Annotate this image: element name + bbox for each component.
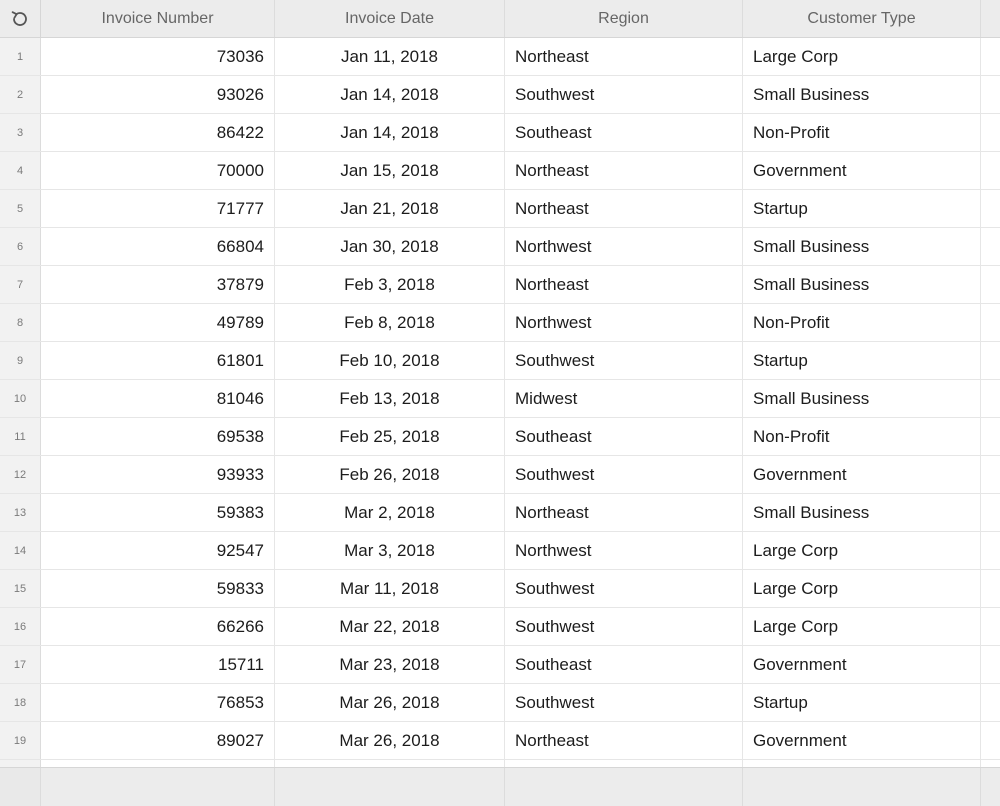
customer-type-cell[interactable]: Government [743, 456, 981, 493]
row-number-cell: 2 [0, 76, 41, 113]
row-number-cell: 6 [0, 228, 41, 265]
row-number-cell: 14 [0, 532, 41, 569]
region-cell[interactable]: Northeast [505, 722, 743, 759]
empty-cell[interactable] [743, 760, 981, 767]
empty-cell [981, 342, 1000, 379]
empty-cell [981, 152, 1000, 189]
invoice-date-cell[interactable]: Feb 3, 2018 [275, 266, 505, 303]
invoice-date-cell[interactable]: Feb 13, 2018 [275, 380, 505, 417]
column-header-row [0, 0, 1000, 38]
customer-type-cell[interactable]: Large Corp [743, 532, 981, 569]
row-number-cell: 7 [0, 266, 41, 303]
footer-bar [0, 767, 1000, 806]
column-header-invoice-number[interactable]: Invoice Number [41, 0, 275, 37]
empty-row-partial [0, 760, 1000, 767]
region-cell[interactable]: Southeast [505, 646, 743, 683]
region-cell[interactable]: Northwest [505, 304, 743, 341]
column-header-extra [981, 0, 1000, 37]
empty-cell [981, 76, 1000, 113]
footer-cell [41, 768, 275, 806]
row-number-cell: 5 [0, 190, 41, 227]
invoice-date-cell[interactable]: Mar 26, 2018 [275, 722, 505, 759]
invoice-date-cell[interactable]: Jan 14, 2018 [275, 76, 505, 113]
row-number-cell: 16 [0, 608, 41, 645]
region-cell[interactable]: Northeast [505, 38, 743, 75]
invoice-number-cell[interactable]: 81046 [41, 380, 275, 417]
invoice-date-cell[interactable]: Jan 21, 2018 [275, 190, 505, 227]
row-number-cell: 11 [0, 418, 41, 455]
row-number-cell: 4 [0, 152, 41, 189]
table-row[interactable] [0, 456, 1000, 494]
empty-cell [981, 304, 1000, 341]
empty-cell [981, 380, 1000, 417]
row-number-cell: 17 [0, 646, 41, 683]
empty-cell [981, 760, 1000, 767]
table-row[interactable] [0, 114, 1000, 152]
invoice-number-cell[interactable]: 93933 [41, 456, 275, 493]
table-row[interactable] [0, 342, 1000, 380]
table-row[interactable] [0, 532, 1000, 570]
invoice-number-cell[interactable]: 93026 [41, 76, 275, 113]
empty-cell [981, 114, 1000, 151]
customer-type-cell[interactable]: Non-Profit [743, 114, 981, 151]
footer-cell [743, 768, 981, 806]
customer-type-cell[interactable]: Small Business [743, 494, 981, 531]
invoice-number-cell[interactable]: 70000 [41, 152, 275, 189]
invoice-date-cell[interactable]: Feb 8, 2018 [275, 304, 505, 341]
footer-cell [275, 768, 505, 806]
empty-cell [981, 722, 1000, 759]
empty-cell[interactable] [41, 760, 275, 767]
table-row[interactable] [0, 228, 1000, 266]
invoice-number-cell[interactable]: 71777 [41, 190, 275, 227]
customer-type-cell[interactable]: Large Corp [743, 570, 981, 607]
row-number-cell: 9 [0, 342, 41, 379]
region-cell[interactable]: Southeast [505, 114, 743, 151]
region-cell[interactable]: Southeast [505, 418, 743, 455]
empty-cell [981, 646, 1000, 683]
region-cell[interactable]: Northeast [505, 152, 743, 189]
empty-cell [981, 266, 1000, 303]
region-cell[interactable]: Northeast [505, 190, 743, 227]
empty-cell [981, 532, 1000, 569]
invoice-number-cell[interactable]: 66804 [41, 228, 275, 265]
customer-type-cell[interactable]: Non-Profit [743, 304, 981, 341]
empty-cell [981, 570, 1000, 607]
customer-type-cell[interactable]: Small Business [743, 76, 981, 113]
customer-type-cell[interactable]: Government [743, 722, 981, 759]
footer-cell [505, 768, 743, 806]
table-row[interactable] [0, 646, 1000, 684]
row-number-cell: 12 [0, 456, 41, 493]
region-cell[interactable]: Southwest [505, 608, 743, 645]
region-cell[interactable]: Northeast [505, 266, 743, 303]
invoice-number-cell[interactable]: 73036 [41, 38, 275, 75]
empty-cell [981, 418, 1000, 455]
region-cell[interactable]: Southwest [505, 76, 743, 113]
customer-type-cell[interactable]: Startup [743, 684, 981, 721]
table-row[interactable] [0, 76, 1000, 114]
invoice-date-cell[interactable]: Mar 3, 2018 [275, 532, 505, 569]
refresh-icon[interactable] [9, 8, 31, 30]
table-row[interactable] [0, 494, 1000, 532]
empty-cell [981, 190, 1000, 227]
table-row[interactable] [0, 570, 1000, 608]
customer-type-cell[interactable]: Small Business [743, 380, 981, 417]
invoice-number-cell[interactable]: 92547 [41, 532, 275, 569]
region-cell[interactable]: Northwest [505, 228, 743, 265]
invoice-number-cell[interactable]: 59833 [41, 570, 275, 607]
invoice-date-cell[interactable]: Jan 15, 2018 [275, 152, 505, 189]
invoice-date-cell[interactable]: Mar 22, 2018 [275, 608, 505, 645]
region-cell[interactable]: Midwest [505, 380, 743, 417]
customer-type-cell[interactable]: Startup [743, 190, 981, 227]
invoice-number-cell[interactable]: 66266 [41, 608, 275, 645]
row-number-cell: 3 [0, 114, 41, 151]
row-number-cell: 1 [0, 38, 41, 75]
table-row[interactable] [0, 38, 1000, 76]
invoice-date-cell[interactable]: Feb 26, 2018 [275, 456, 505, 493]
table-row[interactable] [0, 190, 1000, 228]
footer-cell [981, 768, 1000, 806]
invoice-date-cell[interactable]: Feb 25, 2018 [275, 418, 505, 455]
invoice-number-cell[interactable]: 15711 [41, 646, 275, 683]
customer-type-cell[interactable]: Small Business [743, 228, 981, 265]
customer-type-cell[interactable]: Small Business [743, 266, 981, 303]
column-header-region[interactable]: Region [505, 0, 743, 37]
table-row[interactable] [0, 266, 1000, 304]
invoice-number-cell[interactable]: 76853 [41, 684, 275, 721]
invoice-date-cell[interactable]: Mar 23, 2018 [275, 646, 505, 683]
table-row[interactable] [0, 608, 1000, 646]
invoice-number-cell[interactable]: 89027 [41, 722, 275, 759]
region-cell[interactable]: Southwest [505, 456, 743, 493]
empty-cell[interactable] [275, 760, 505, 767]
invoice-date-cell[interactable]: Feb 10, 2018 [275, 342, 505, 379]
region-cell[interactable]: Southwest [505, 570, 743, 607]
table-row[interactable] [0, 304, 1000, 342]
region-cell[interactable]: Southwest [505, 342, 743, 379]
table-row[interactable] [0, 152, 1000, 190]
empty-cell [981, 38, 1000, 75]
region-cell[interactable]: Northeast [505, 494, 743, 531]
row-number-cell: 18 [0, 684, 41, 721]
table-row[interactable] [0, 380, 1000, 418]
table-row[interactable] [0, 418, 1000, 456]
table-row[interactable] [0, 722, 1000, 760]
invoice-date-cell[interactable]: Mar 2, 2018 [275, 494, 505, 531]
row-number-cell: 10 [0, 380, 41, 417]
invoice-date-cell[interactable]: Mar 26, 2018 [275, 684, 505, 721]
invoice-number-cell[interactable]: 69538 [41, 418, 275, 455]
empty-cell [981, 228, 1000, 265]
customer-type-cell[interactable]: Non-Profit [743, 418, 981, 455]
row-number-cell: 15 [0, 570, 41, 607]
invoice-date-cell[interactable]: Jan 14, 2018 [275, 114, 505, 151]
invoice-number-cell[interactable]: 37879 [41, 266, 275, 303]
invoice-number-cell[interactable]: 61801 [41, 342, 275, 379]
table-row[interactable] [0, 684, 1000, 722]
empty-cell [981, 494, 1000, 531]
empty-cell [981, 608, 1000, 645]
invoice-date-cell[interactable]: Jan 30, 2018 [275, 228, 505, 265]
invoice-date-cell[interactable]: Jan 11, 2018 [275, 38, 505, 75]
customer-type-cell[interactable]: Startup [743, 342, 981, 379]
invoice-number-cell[interactable]: 49789 [41, 304, 275, 341]
invoice-number-cell[interactable]: 59383 [41, 494, 275, 531]
row-number-cell: 19 [0, 722, 41, 759]
customer-type-cell[interactable]: Government [743, 646, 981, 683]
row-number-cell [0, 760, 41, 767]
footer-corner-cell [0, 768, 41, 806]
column-header-customer-type[interactable]: Customer Type [743, 0, 981, 37]
customer-type-cell[interactable]: Large Corp [743, 38, 981, 75]
customer-type-cell[interactable]: Large Corp [743, 608, 981, 645]
refresh-corner-cell[interactable] [0, 0, 41, 37]
customer-type-cell[interactable]: Government [743, 152, 981, 189]
region-cell[interactable]: Northwest [505, 532, 743, 569]
empty-cell [981, 456, 1000, 493]
empty-cell[interactable] [505, 760, 743, 767]
column-header-invoice-date[interactable]: Invoice Date [275, 0, 505, 37]
empty-cell [981, 684, 1000, 721]
row-number-cell: 13 [0, 494, 41, 531]
region-cell[interactable]: Southwest [505, 684, 743, 721]
invoice-number-cell[interactable]: 86422 [41, 114, 275, 151]
row-number-cell: 8 [0, 304, 41, 341]
invoice-date-cell[interactable]: Mar 11, 2018 [275, 570, 505, 607]
